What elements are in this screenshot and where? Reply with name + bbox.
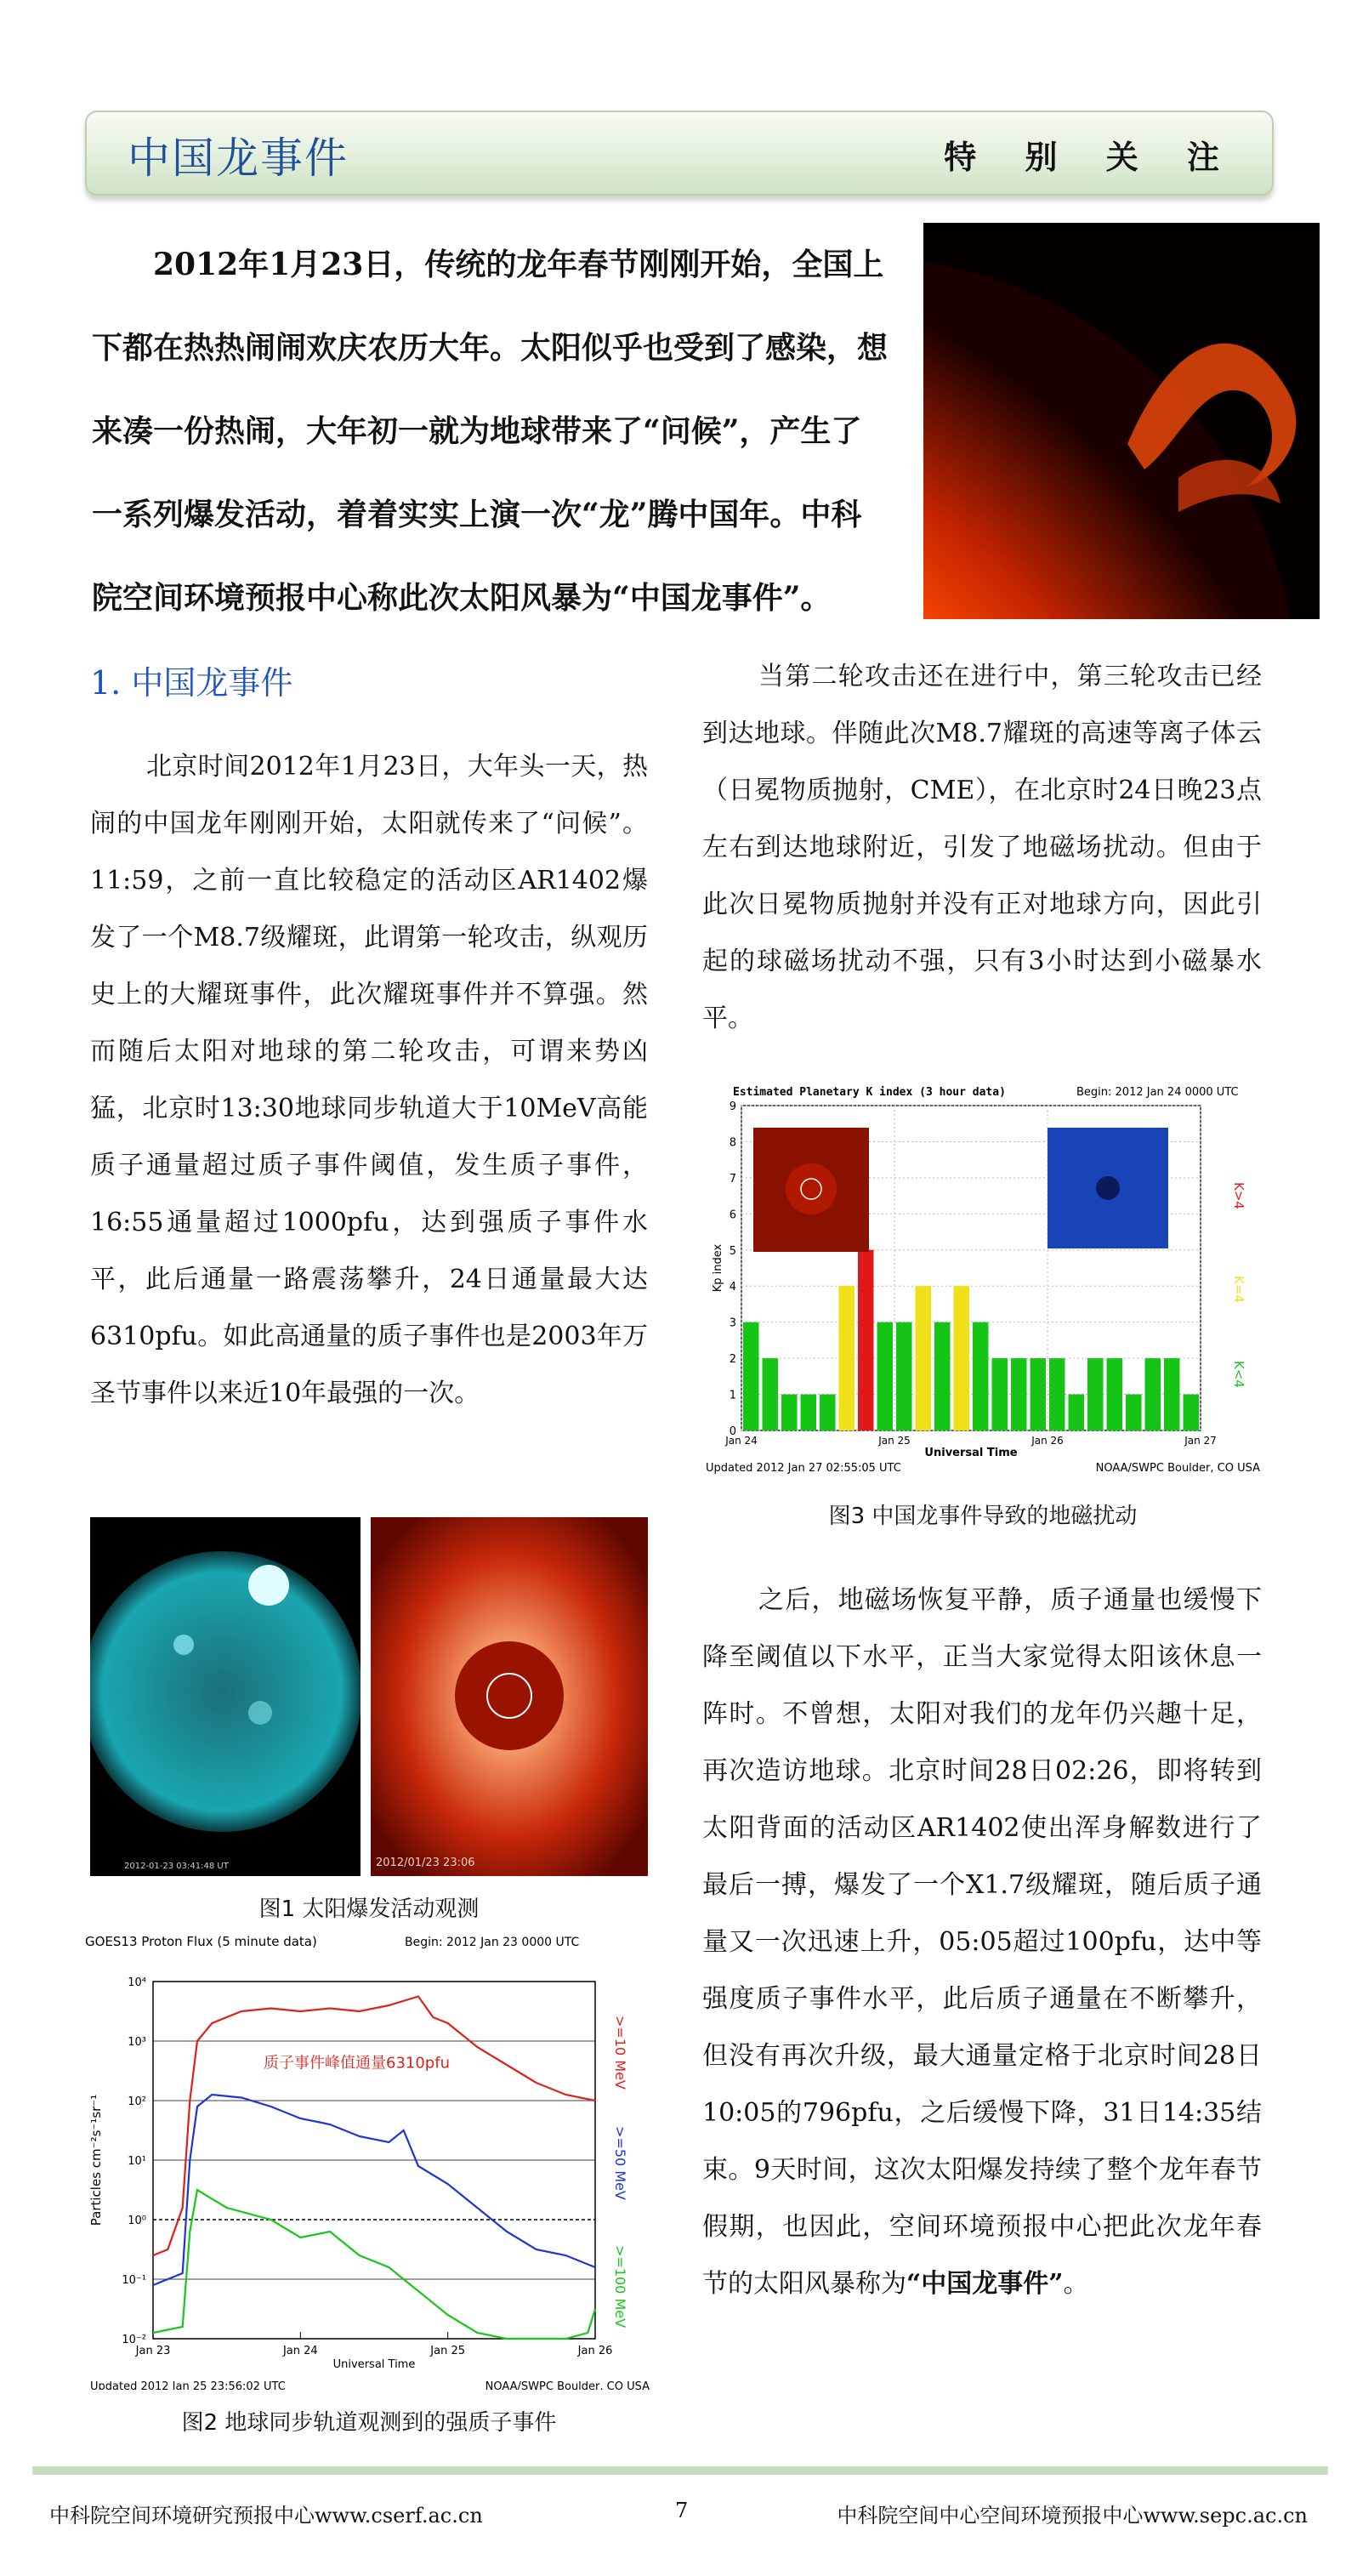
kp-bar [877,1322,894,1430]
image-timestamp: 2012-01-23 03:41:48 UT [124,1862,229,1871]
chart-updated: Updated 2012 Jan 27 02:55:05 UTC [706,1462,901,1475]
intro-paragraph: 2012年1月23日，传统的龙年春节刚刚开始，全国上下都在热热闹闹欢庆农历大年。太阳似乎也受到了感染，想来凑一份热闹，大年初一就为地球带来了“问候”，产生了一系列爆发活动，着着实实上演一次“龙”腾中国年。中科院空间环境预报中心称此次太阳风暴为“中国龙事件”。 [92,247,889,616]
kp-bar [896,1322,912,1430]
inset-occulter [786,1163,837,1214]
y-tick-label: 4 [729,1281,736,1294]
inset-occulter [1096,1176,1120,1200]
figure-1-caption: 图1 太阳爆发活动观测 [258,1896,480,1922]
kp-bar [1087,1358,1104,1430]
kp-bar [1126,1395,1142,1430]
kp-index-chart [702,1080,1263,1488]
figure-2-caption: 图2 地球同步轨道观测到的强质子事件 [181,2410,557,2436]
kp-bar [1011,1358,1027,1430]
kp-bar [763,1358,779,1430]
kp-bar [820,1395,836,1430]
y-tick-label: 10¹ [128,2155,146,2168]
x-tick-label: Jan 26 [1031,1435,1064,1447]
chart-source: NOAA/SWPC Boulder, CO USA [485,2380,650,2390]
y-axis-label: Kp index [712,1243,724,1293]
kp-bar [1184,1395,1200,1430]
kp-bar [839,1286,855,1430]
footer-left-link[interactable]: 中科院空间环境研究预报中心www.cserf.ac.cn [49,2504,483,2528]
paragraph-text: 之后，地磁场恢复平静，质子通量也缓慢下降至阈值以下水平，正当大家觉得太阳该休息一阵时。不曾想，太阳对我们的龙年仍兴趣十足，再次造访地球。北京时间28日02:26，即将转到太阳背面的活动区AR1402使出浑身解数进行了最后一搏，爆发了一个X1.7级耀斑，随后质子通量又一次迅速上升，05:05超过100pfu，达中等强度质子事件水平，此后质子通量在不断攀升，但没有再次升级，最大通量定格于北京时间28日10:05的796pfu，之后缓慢下降，31日14:35结束。9天时间，这次太阳爆发持续了整个龙年春节假期，也因此，空间环境预报中心把此次龙年春节的太阳风暴称为 [702,1585,1262,2299]
kp-bar [1031,1358,1047,1430]
x-tick-label: Jan 26 [577,2345,613,2357]
coronagraph-image [371,1517,648,1876]
kp-bar [992,1358,1008,1430]
x-axis-label: Universal Time [332,2358,416,2371]
series-legend: >=100 MeV [612,2245,628,2329]
kp-bar [916,1286,932,1430]
chart-title: Estimated Planetary K index (3 hour data) [733,1086,1006,1099]
right-column-paragraph-1: 当第二轮攻击还在进行中，第三轮攻击已经到达地球。伴随此次M8.7耀斑的高速等离子体云（日冕物质抛射，CME），在北京时24日晚23点左右到达地球附近，引发了地磁场扰动。但由于此次日冕物质抛射并没有正对地球方向，因此引起的球磁场扰动不强，只有3小时达到小磁暴水平。 [702,662,1262,1033]
chart-source: NOAA/SWPC Boulder, CO USA [1095,1462,1260,1475]
y-tick-label: 7 [729,1172,736,1186]
y-tick-label: 10² [128,2095,146,2108]
footer-divider [32,2466,1328,2475]
right-column-paragraph-2 [702,1572,1262,2312]
x-axis-label: Universal Time [924,1447,1018,1459]
chart-updated: Updated 2012 Jan 25 23:56:02 UTC [90,2380,286,2390]
peak-annotation: 质子事件峰值通量6310pfu [264,2054,450,2073]
page-number: 7 [675,2499,689,2522]
kp-bar [1164,1358,1180,1430]
left-column-paragraph: 北京时间2012年1月23日，大年头一天，热闹的中国龙年刚刚开始，太阳就传来了“问候”。11:59，之前一直比较稳定的活动区AR1402爆发了一个M8.7级耀斑，此谓第一轮攻击，纵观历史上的大耀斑事件，此次耀斑事件并不算强。然而随后太阳对地球的第二轮攻击，可谓来势凶猛，北京时13:30地球同步轨道大于10MeV高能质子通量超过质子事件阈值，发生质子事件，16:55通量超过1000pfu，达到强质子事件水平，此后通量一路震荡攀升，24日通量最大达6310pfu。如此高通量的质子事件也是2003年万圣节事件以来近10年最强的一次。 [90,752,648,1408]
image-timestamp: 2012/01/23 23:06 [376,1857,475,1869]
y-tick-label: 6 [729,1208,736,1222]
lasco-inset-image [753,1128,869,1252]
x-tick-label: Jan 24 [282,2345,318,2357]
x-tick-label: Jan 25 [430,2345,466,2357]
y-tick-label: 3 [729,1316,736,1330]
chart-begin: Begin: 2012 Jan 24 0000 UTC [1076,1086,1239,1099]
section-label: 特 别 关 注 [944,139,1238,176]
x-tick-label: Jan 24 [725,1435,758,1447]
kp-bar [954,1286,970,1430]
legend-entry: K=4 [1231,1276,1246,1303]
kp-bar [781,1395,798,1430]
x-tick-label: Jan 27 [1184,1435,1217,1447]
bold-event-name: “中国龙事件” [906,2269,1064,2299]
kp-bar [1145,1358,1161,1430]
c3-inset-image [1048,1128,1168,1248]
y-tick-label: 10⁴ [128,1976,146,1989]
kp-bar [1069,1395,1085,1430]
y-axis-label: Particles cm⁻²s⁻¹sr⁻¹ [88,2094,104,2226]
legend-entry: K<4 [1231,1361,1246,1388]
solar-prominence-image [923,223,1320,619]
chart-title: GOES13 Proton Flux (5 minute data) [85,1934,317,1949]
y-tick-label: 5 [729,1244,736,1258]
y-tick-label: 10⁻¹ [122,2274,146,2287]
y-tick-label: 8 [729,1136,736,1150]
y-tick-label: 2 [729,1353,736,1367]
series-legend: >=50 MeV [612,2126,628,2200]
y-tick-label: 0 [729,1425,736,1438]
footer [0,2499,1357,2533]
y-tick-label: 1 [729,1389,736,1402]
paragraph-end: 。 [1063,2269,1089,2299]
y-tick-label: 10⁰ [128,2215,146,2227]
y-tick-label: 9 [729,1100,736,1113]
kp-bar [973,1322,989,1430]
sdo-sun-image [90,1517,361,1876]
x-tick-label: Jan 23 [135,2345,171,2357]
kp-bar [1049,1358,1065,1430]
page-title: 中国龙事件 [128,134,349,183]
chart-begin: Begin: 2012 Jan 23 0000 UTC [405,1936,580,1949]
kp-bar [934,1322,951,1430]
header-banner [85,111,1274,196]
kp-bar [1107,1358,1123,1430]
figure-3-caption: 图3 中国龙事件导致的地磁扰动 [828,1504,1138,1529]
y-tick-label: 10³ [128,2036,146,2049]
series-legend: >=10 MeV [612,2016,628,2090]
proton-flux-chart [82,1931,656,2390]
x-tick-label: Jan 25 [878,1435,911,1447]
kp-bar [743,1322,759,1430]
kp-bar [858,1250,874,1430]
y-tick-label: 10⁻² [122,2334,146,2346]
legend-entry: K>4 [1231,1182,1246,1209]
kp-bar [801,1395,817,1430]
footer-right-link[interactable]: 中科院空间中心空间环境预报中心www.sepc.ac.cn [837,2504,1308,2528]
section-heading: 1. 中国龙事件 [90,664,293,702]
